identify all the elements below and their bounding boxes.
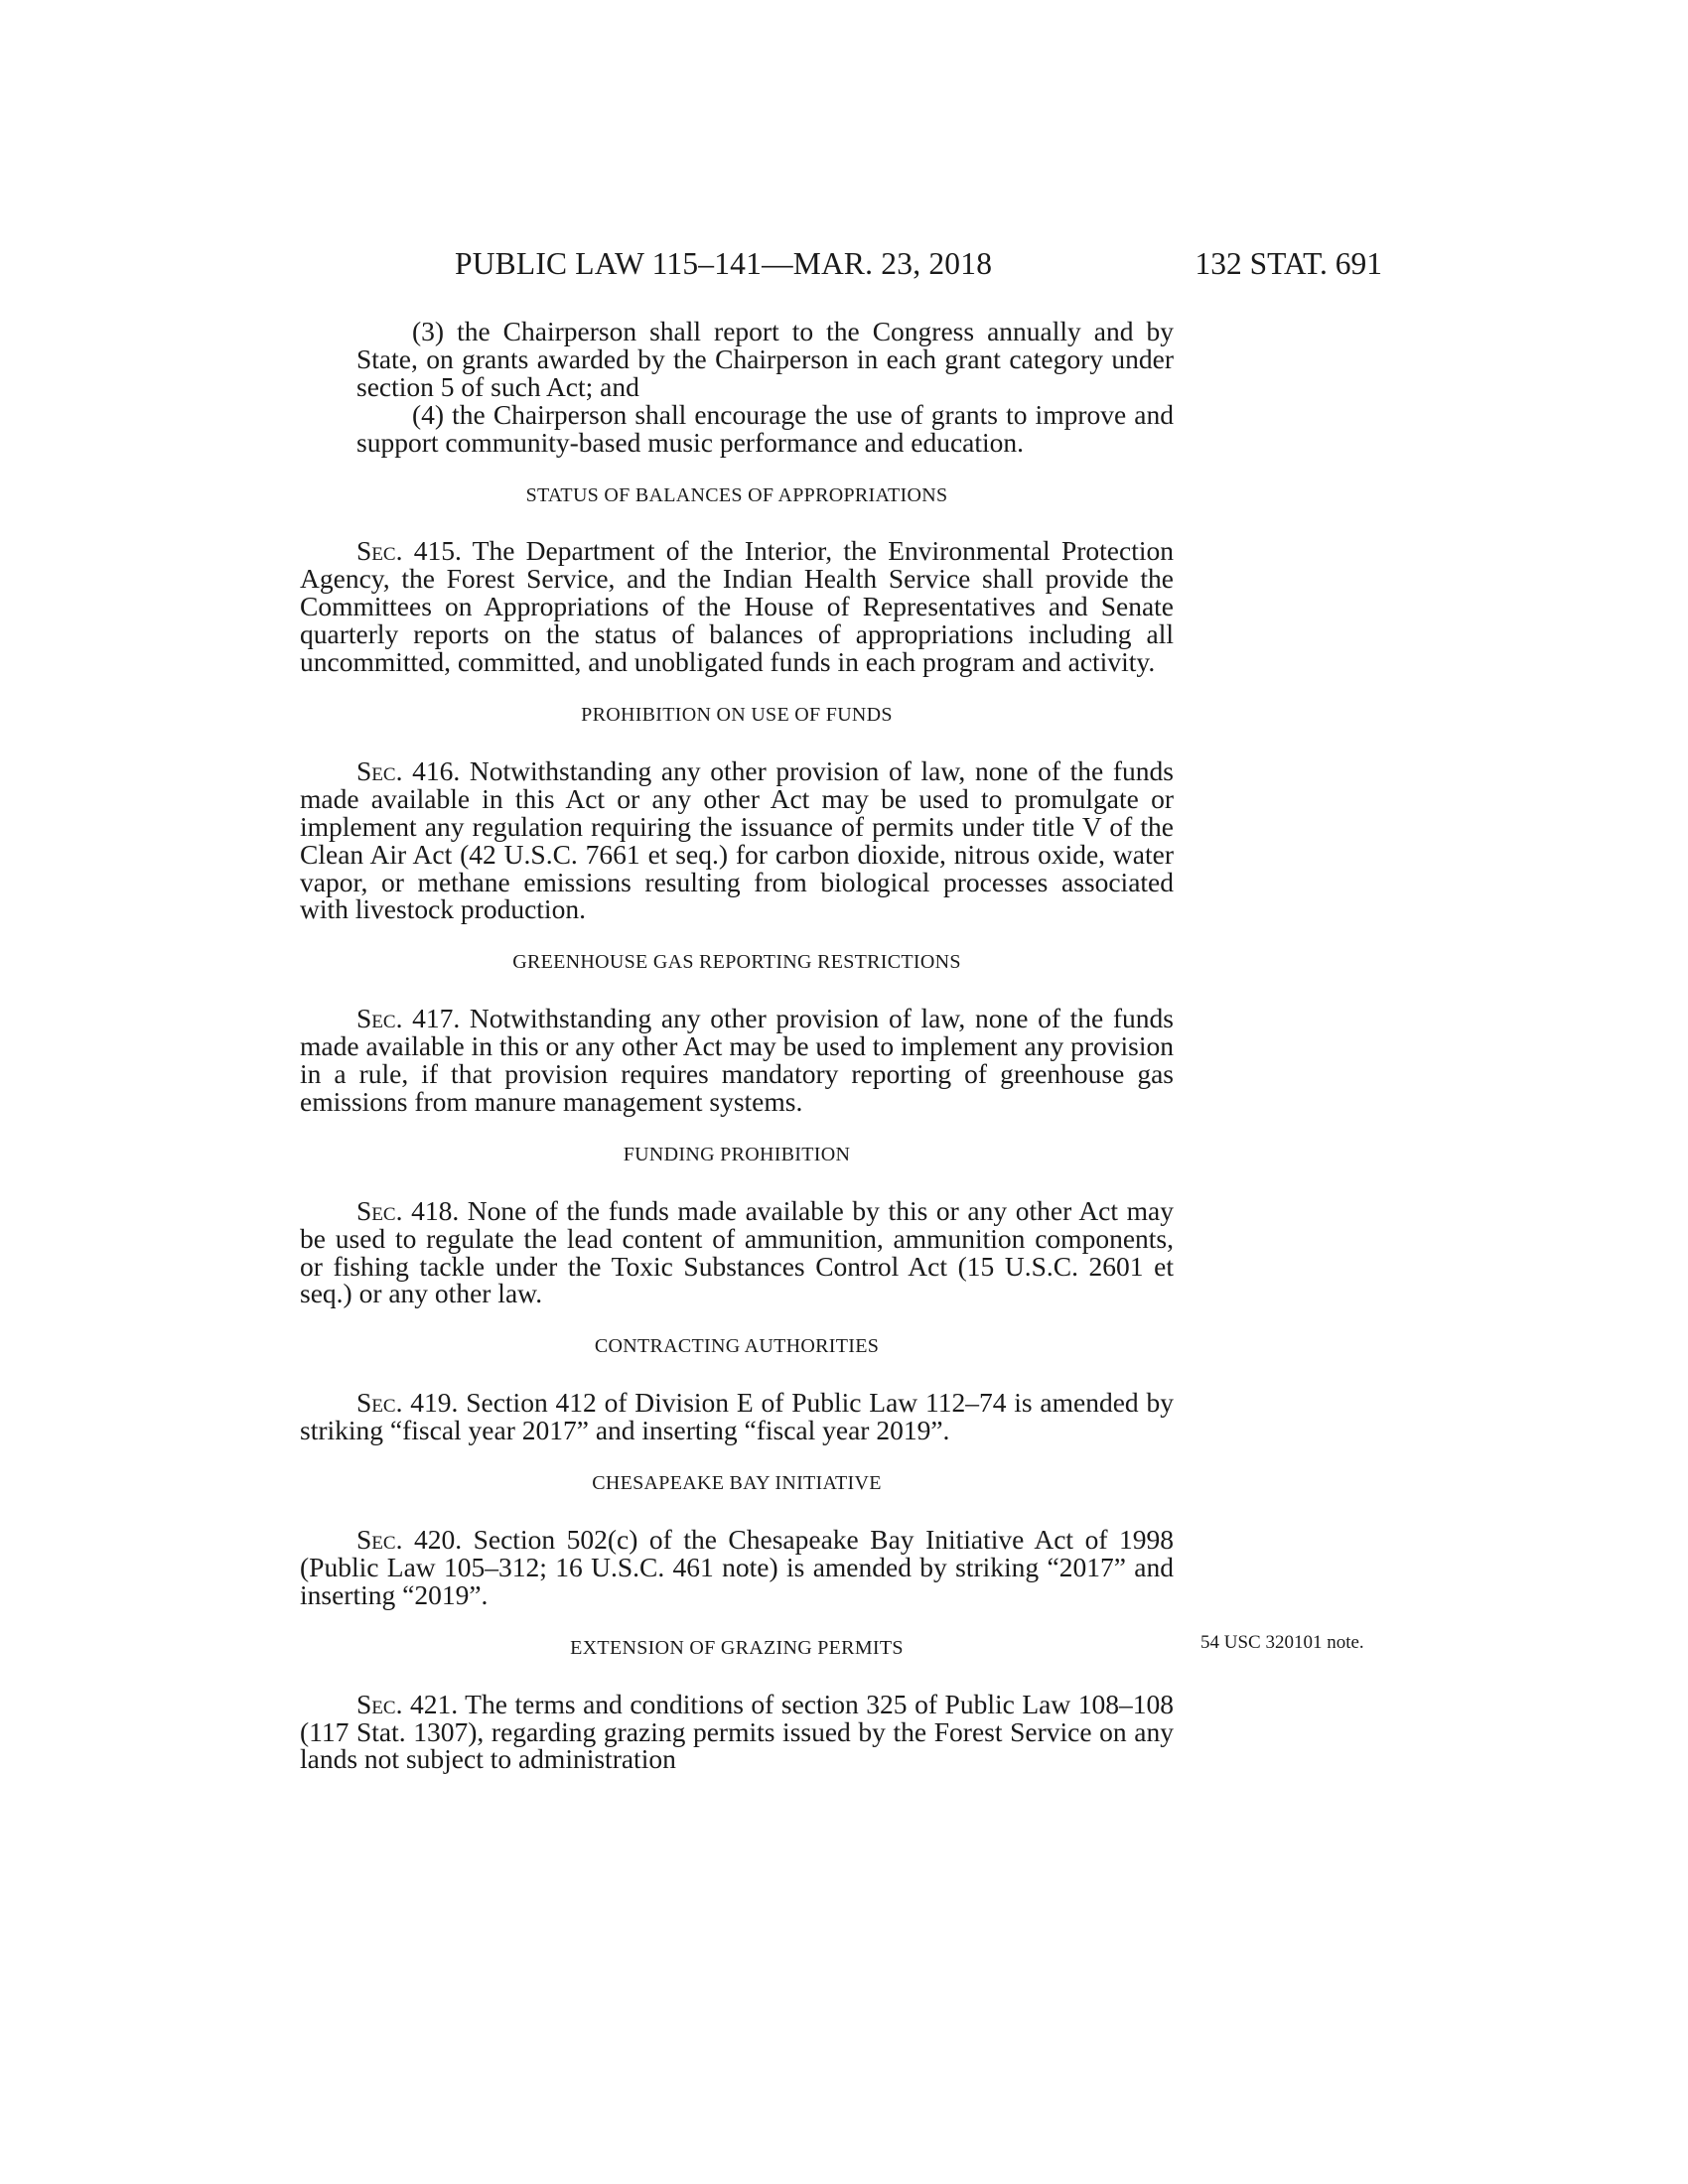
section-420-body: 420. Section 502(c) of the Chesapeake Bay Initiative Act of 1998 (Public Law 105–312; 16 U.S.C. 461 note) is amended by striking “2017” and inserting “2019”. <box>300 1524 1174 1610</box>
section-heading-415: STATUS OF BALANCES OF APPROPRIATIONS <box>525 483 948 506</box>
section-419-text <box>300 1389 1174 1444</box>
section-417-text <box>300 1005 1174 1116</box>
section-heading-416: PROHIBITION ON USE OF FUNDS <box>581 703 893 726</box>
section-heading-420: CHESAPEAKE BAY INITIATIVE <box>592 1472 882 1495</box>
section-416-body: 416. Notwithstanding any other provision of law, none of the funds made available in this Act or any other Act may be used to promulgate or implement any regulation requiring the issuance of permits under title V of the Clean Air Act (42 U.S.C. 7661 et seq.) for carbon dioxide, nitrous oxide, water vapor, or methane emissions resulting from biological processes associated with livestock production. <box>300 754 1174 925</box>
section-420-text <box>300 1526 1174 1609</box>
section-418-text <box>300 1194 1174 1309</box>
sec-label: Sec. <box>356 1194 403 1226</box>
header-title: PUBLIC LAW 115–141—MAR. 23, 2018 <box>455 246 993 281</box>
section-418-body: 418. None of the funds made available by this or any other Act may be used to regulate the lead content of ammunition, ammunition components, or fishing tackle under the Toxic Substances Control Act (15 U.S.C. 2601 et seq.) or any other law. <box>300 1194 1174 1309</box>
document-body <box>300 318 1174 1773</box>
section-421-body: 421. The terms and conditions of section 325 of Public Law 108–108 (117 Stat. 1307), regarding grazing permits issued by the Forest Service on any lands not subject to administration <box>300 1688 1174 1775</box>
sec-label: Sec. <box>356 1387 403 1419</box>
sec-label: Sec. <box>356 1688 403 1719</box>
page-number: 132 STAT. 691 <box>1195 246 1382 281</box>
section-415-text <box>300 537 1174 676</box>
section-heading-421: EXTENSION OF GRAZING PERMITS <box>570 1636 904 1659</box>
intro-items <box>356 318 1174 457</box>
section-421-text <box>300 1688 1174 1775</box>
section-heading-419: CONTRACTING AUTHORITIES <box>594 1335 880 1358</box>
running-header <box>300 246 1382 290</box>
marginal-citation: 54 USC 320101 note. <box>1200 1632 1364 1653</box>
paragraph-item-4: (4) the Chairperson shall encourage the use of grants to improve and support community-based music performance and education. <box>356 398 1174 458</box>
section-heading-417: GREENHOUSE GAS REPORTING RESTRICTIONS <box>512 951 961 974</box>
section-416-text <box>300 754 1174 925</box>
paragraph-item-3: (3) the Chairperson shall report to the Congress annually and by State, on grants awarded by the Chairperson in each grant category under section 5 of such Act; and <box>356 316 1174 402</box>
section-415-body: 415. The Department of the Interior, the Environmental Protection Agency, the Forest Service, and the Indian Health Service shall provide the Committees on Appropriations of the House of Representatives and Senate quarterly reports on the status of balances of appropriations including all uncommitted, committed, and unobligated funds in each program and activity. <box>300 535 1174 678</box>
section-419-body: 419. Section 412 of Division E of Public Law 112–74 is amended by striking “fiscal year 2017” and inserting “fiscal year 2019”. <box>300 1387 1174 1446</box>
sec-label: Sec. <box>356 1524 403 1555</box>
sec-label: Sec. <box>356 1003 403 1034</box>
section-417-body: 417. Notwithstanding any other provision of law, none of the funds made available in this or any other Act may be used to implement any provision in a rule, if that provision requires mandatory reporting of greenhouse gas emissions from manure management systems. <box>300 1003 1174 1117</box>
sec-label: Sec. <box>356 754 403 786</box>
section-heading-418: FUNDING PROHIBITION <box>623 1143 851 1165</box>
sec-label: Sec. <box>356 535 403 567</box>
